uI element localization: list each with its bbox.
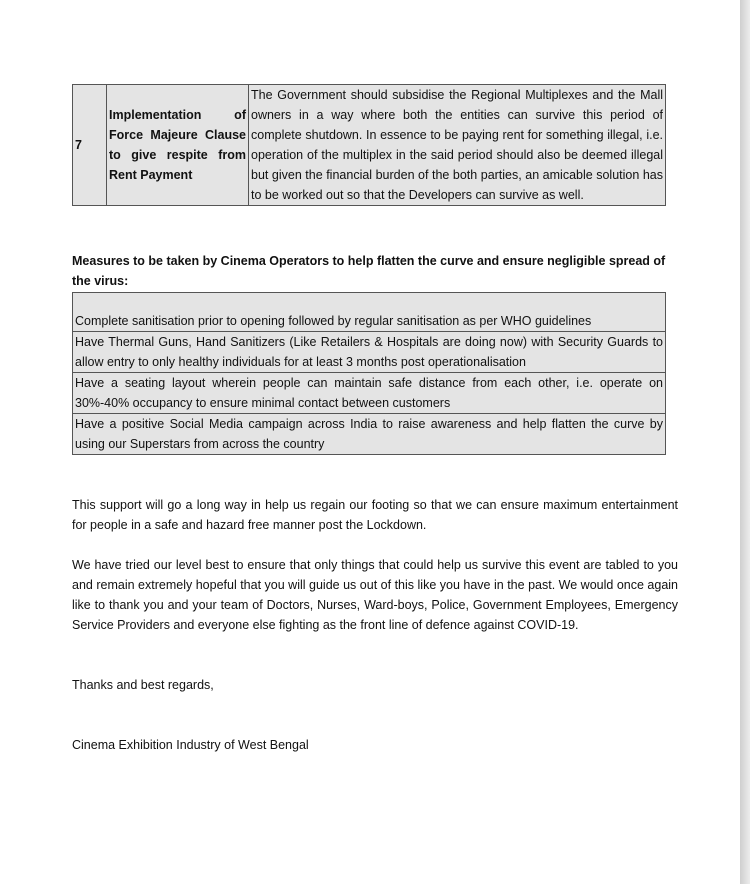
table-row [73,414,666,455]
support-paragraph: This support will go a long way in help us regain our footing so that we can ensure maximum entertainment for people in a safe and hazard free manner post the Lockdown. [72,498,678,532]
blank-row [73,293,666,312]
table-row [73,332,666,373]
table-row [73,311,666,332]
row-number: 7 [73,85,107,206]
table-row [73,373,666,414]
measures-heading: Measures to be taken by Cinema Operators to help flatten the curve and ensure negligible spread of the virus: [72,254,666,288]
signature: Cinema Exhibition Industry of West Bengal [72,738,309,752]
measures-table [72,292,666,455]
measure-item: Have a positive Social Media campaign across India to raise awareness and help flatten the curve by using our Superstars from across the country [73,414,666,455]
page-edge [740,0,750,884]
measure-item: Have Thermal Guns, Hand Sanitizers (Like Retailers & Hospitals are doing now) with Security Guards to allow entry to only healthy individuals for at least 3 months post operationalisation [73,332,666,373]
row-description: The Government should subsidise the Regional Multiplexes and the Mall owners in a way where both the entities can survive this period of complete shutdown. In essence to be paying rent for something illegal, i.e. operation of the multiplex in the said period should also be deemed illegal but given the financial burden of the both parties, an amicable solution has to be worked out so that the Developers can survive as well. [249,85,666,206]
row-topic: Implementation of Force Majeure Clause to give respite from Rent Payment [107,85,249,206]
tried-paragraph: We have tried our level best to ensure that only things that could help us survive this event are tabled to you and remain extremely hopeful that you will guide us out of this like you have in the past. We would once again like to thank you and your team of Doctors, Nurses, Ward-boys, Police, Government Employees, Emergency Service Providers and everyone else fighting as the front line of defence against COVID-19. [72,558,678,632]
demands-table [72,84,666,206]
measure-item: Have a seating layout wherein people can maintain safe distance from each other, i.e. operate on 30%-40% occupancy to ensure minimal contact between customers [73,373,666,414]
measure-item: Complete sanitisation prior to opening followed by regular sanitisation as per WHO guidelines [73,311,666,332]
regards-line: Thanks and best regards, [72,678,214,692]
table-row [73,85,666,206]
